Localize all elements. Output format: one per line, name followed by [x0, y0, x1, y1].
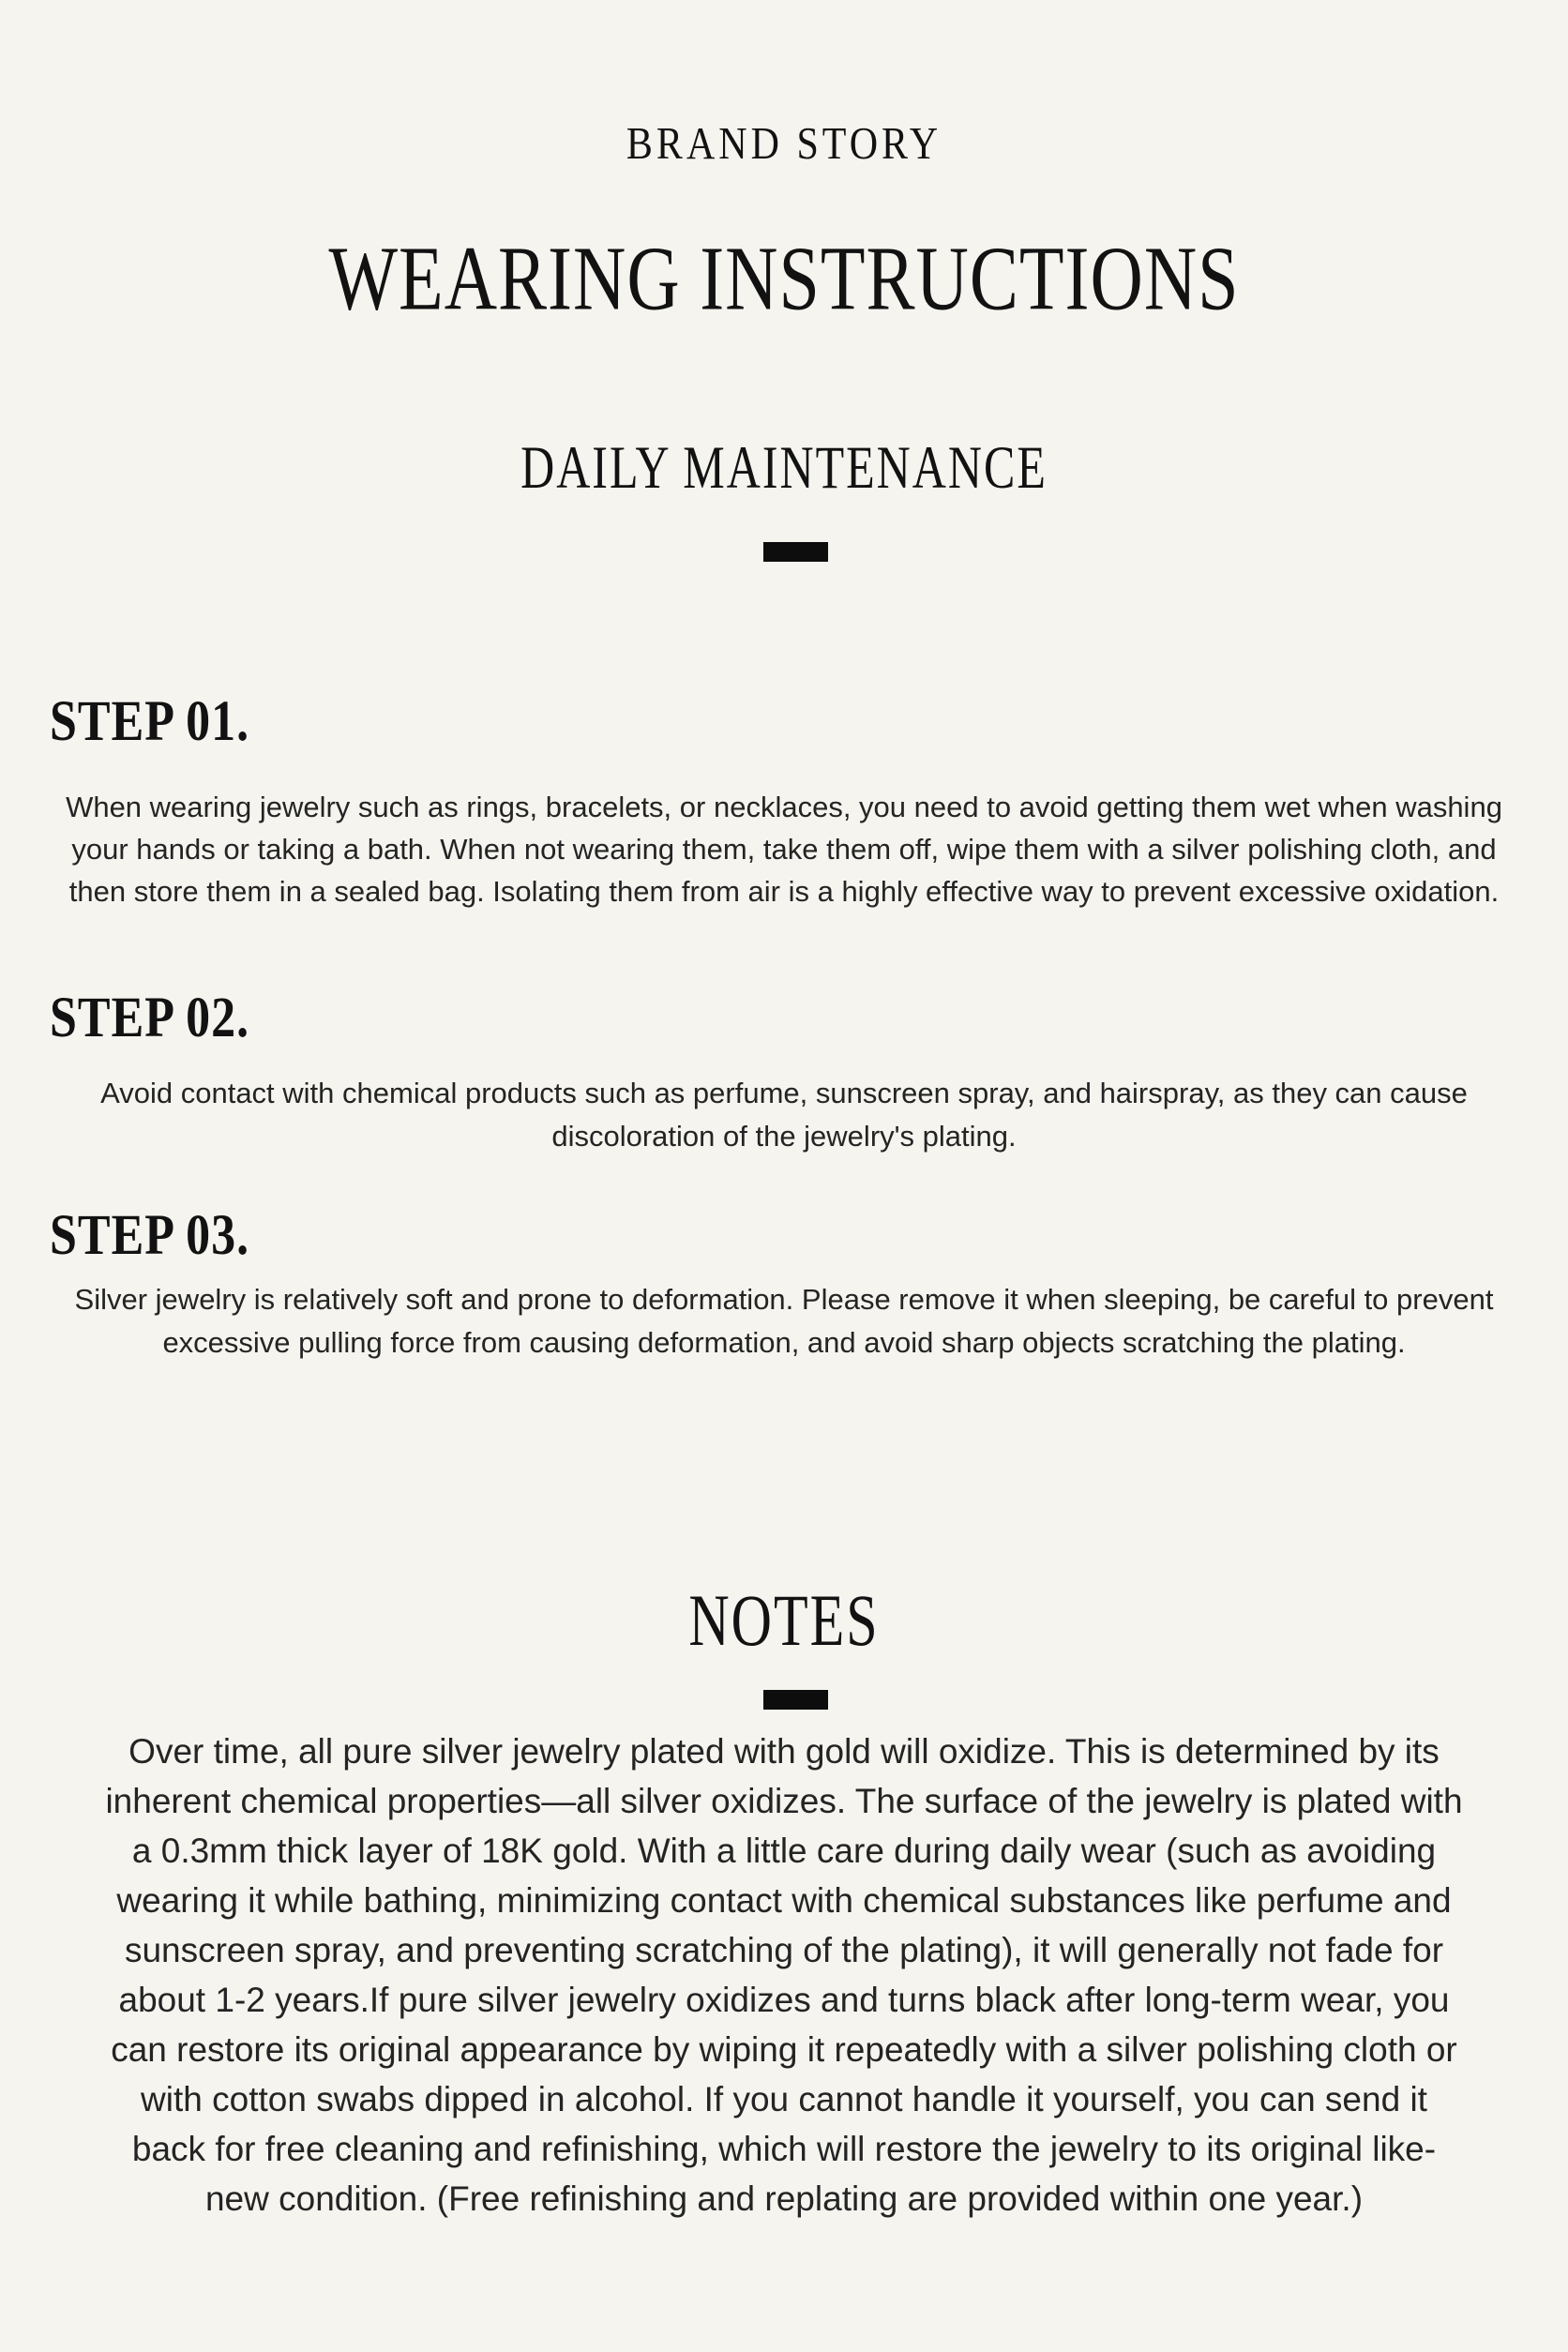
notes-line-2: inherent chemical properties—all silver oxidizes. The surface of the jewelry is plated with	[105, 1782, 1463, 1820]
notes-line-7: can restore its original appearance by wiping it repeatedly with a silver polishing cloth or	[111, 2030, 1457, 2069]
notes-line-10: new condition. (Free refinishing and replating are provided within one year.)	[204, 2179, 1364, 2218]
step-02-paragraph	[0, 1072, 1568, 1158]
notes-line-4: wearing it while bathing, minimizing contact with chemical substances like perfume and	[116, 1881, 1452, 1920]
step-02-label	[50, 986, 250, 1050]
step-01-line-1: When wearing jewelry such as rings, bracelets, or necklaces, you need to avoid getting them wet when washing	[66, 791, 1502, 823]
step-03-paragraph	[0, 1278, 1568, 1364]
notes-heading	[0, 1580, 1568, 1661]
step-02-line-2: discoloration of the jewelry's plating.	[551, 1120, 1017, 1153]
brand-story-eyebrow-text: BRAND STORY	[626, 119, 942, 170]
page-title	[0, 227, 1568, 329]
notes-line-8: with cotton swabs dipped in alcohol. If you cannot handle it yourself, you can send it	[141, 2080, 1427, 2118]
notes-heading-text: NOTES	[688, 1580, 880, 1661]
page-title-text: WEARING INSTRUCTIONS	[328, 227, 1240, 329]
step-02-label-text: STEP 02.	[50, 986, 250, 1050]
step-01-label-text: STEP 01.	[50, 689, 250, 754]
step-03-line-2: excessive pulling force from causing deformation, and avoid sharp objects scratching the plating.	[162, 1326, 1406, 1359]
brand-story-eyebrow	[0, 119, 1568, 170]
daily-maintenance-heading	[0, 432, 1568, 502]
daily-maintenance-heading-text: DAILY MAINTENANCE	[520, 432, 1048, 502]
notes-line-9: back for free cleaning and refinishing, which will restore the jewelry to its original like-	[131, 2130, 1437, 2168]
notes-line-1: Over time, all pure silver jewelry plated with gold will oxidize. This is determined by its	[128, 1732, 1440, 1771]
step-01-label	[50, 689, 250, 754]
step-01-line-2: your hands or taking a bath. When not wearing them, take them off, wipe them with a silver polishing cloth, and	[71, 833, 1497, 866]
section-divider-bar	[763, 542, 828, 562]
notes-line-5: sunscreen spray, and preventing scratching of the plating), it will generally not fade for	[124, 1931, 1444, 1969]
notes-paragraph	[0, 1726, 1568, 2224]
step-03-line-1: Silver jewelry is relatively soft and prone to deformation. Please remove it when sleeping, be careful to prevent	[74, 1283, 1494, 1316]
step-03-label	[50, 1203, 250, 1268]
notes-line-6: about 1-2 years.If pure silver jewelry oxidizes and turns black after long-term wear, you	[118, 1981, 1450, 2019]
step-01-paragraph	[0, 786, 1568, 912]
notes-divider-bar	[763, 1690, 828, 1710]
step-03-label-text: STEP 03.	[50, 1203, 250, 1268]
step-02-line-1: Avoid contact with chemical products such as perfume, sunscreen spray, and hairspray, as they can cause	[100, 1077, 1468, 1109]
step-01-line-3: then store them in a sealed bag. Isolating them from air is a highly effective way to prevent excessive oxidation.	[68, 875, 1500, 908]
notes-line-3: a 0.3mm thick layer of 18K gold. With a little care during daily wear (such as avoiding	[131, 1832, 1437, 1870]
